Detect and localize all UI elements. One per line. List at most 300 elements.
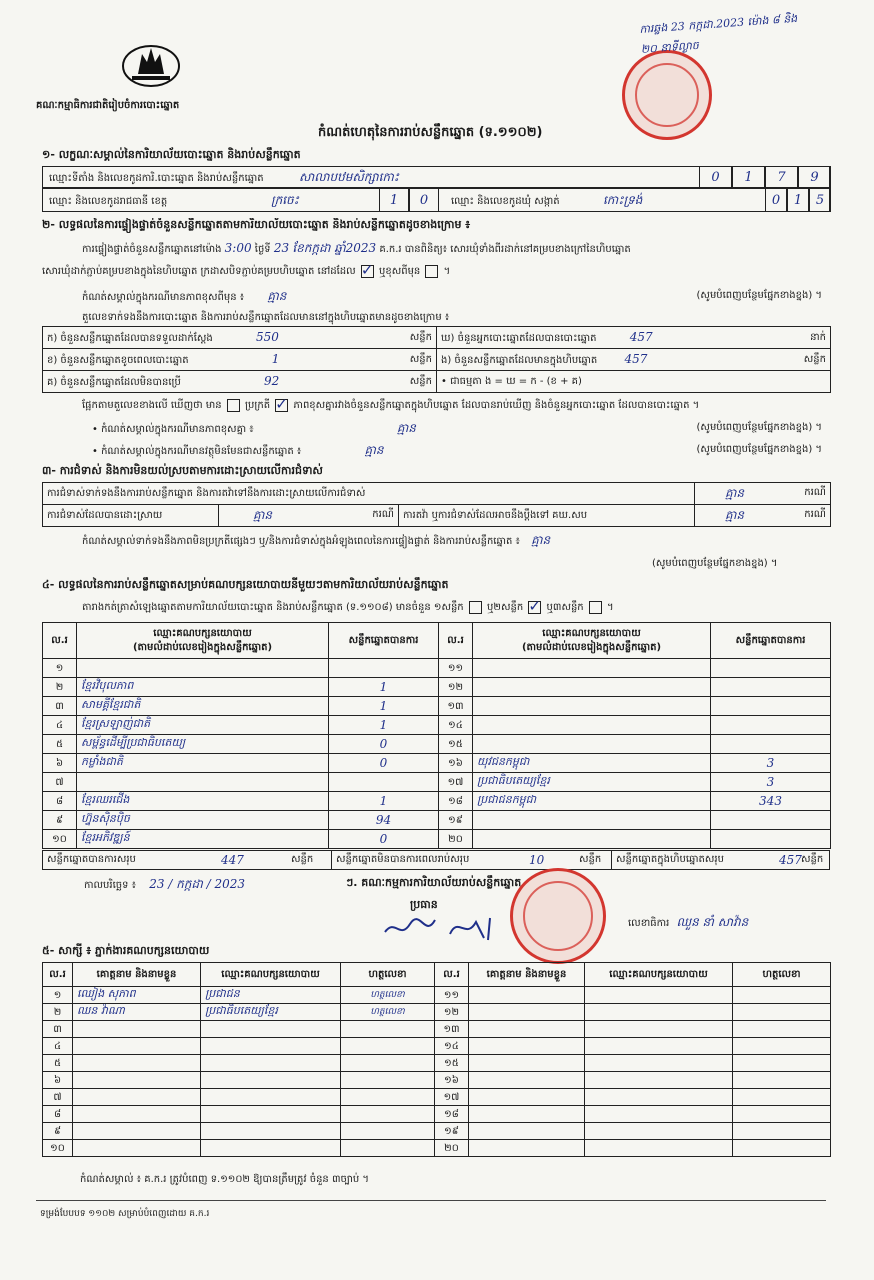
- footer-form-ref: ទម្រង់បែបបទ ១១០២ សម្រាប់បំពេញដោយ គ.ក.រ: [40, 1209, 210, 1219]
- party-name: [473, 830, 711, 849]
- appeal-label-cell: [399, 505, 695, 527]
- witness-col-name: គោត្តនាម និងនាមខ្លួន: [73, 963, 201, 987]
- commune-label: ឈ្មោះ និងលេខកូដឃុំ សង្កាត់: [451, 196, 560, 207]
- verification-time: 3:00: [224, 241, 252, 255]
- compare-normal-label: ប្រក្រតី: [245, 400, 271, 411]
- count-unit: សន្លឹក: [803, 353, 826, 365]
- three-sheet-label: ឬ៣សន្លឹក: [546, 602, 584, 613]
- note1-value: គ្មាន: [267, 289, 287, 303]
- witness-party: [201, 1021, 341, 1038]
- col-no-header: ល.រ: [439, 623, 473, 659]
- count-row: [43, 371, 831, 393]
- witness-row: [43, 987, 831, 1004]
- footer-divider: [36, 1200, 826, 1201]
- party-name: ខ្មែរឈរជើង: [77, 792, 329, 811]
- count-row: [43, 349, 831, 371]
- secretary-label: លេខាធិការ: [628, 918, 670, 929]
- witness-name: ឈន វ៉ាណា: [73, 1004, 201, 1021]
- party-name: [77, 773, 329, 792]
- difference-checkbox[interactable]: [275, 399, 288, 412]
- section3-note-value: គ្មាន: [531, 533, 551, 547]
- party-name: សាមគ្គីខ្មែរជាតិ: [77, 697, 329, 716]
- resolved-label-cell: [43, 505, 219, 527]
- count-unit: នាក់: [810, 331, 826, 343]
- resolved-value-cell: [219, 505, 399, 527]
- party-votes: 0: [329, 735, 439, 754]
- section2-title: ២- លទ្ធផលនៃការផ្ទៀងផ្ទាត់ចំនួនសន្លឹកឆ្នោតតាមការិយាល័យបោះឆ្នោត និងរាប់សន្លឹកឆ្នោតដូចខាងក្រោម ៖: [42, 218, 471, 231]
- witness-signature: [733, 987, 831, 1004]
- witness-signature: [341, 1140, 435, 1157]
- col-votes-header: សន្លឹកឆ្នោតបានការ: [711, 623, 831, 659]
- witness-col-name: គោត្តនាម និងនាមខ្លួន: [469, 963, 585, 987]
- row-number: ៨: [43, 792, 77, 811]
- result-row: [43, 735, 831, 754]
- office-code-digit: 7: [765, 166, 798, 188]
- witness-name: [73, 1089, 201, 1106]
- row-number: ១៥: [439, 735, 473, 754]
- bullet2-label: • កំណត់សម្គាល់ក្នុងករណីមានវត្ថុមិនមែនជាសន្លឹកឆ្នោត ៖: [92, 446, 302, 457]
- row-number: ៩: [43, 811, 77, 830]
- row-number: ១៣: [439, 697, 473, 716]
- result-row: [43, 830, 831, 849]
- result-row: [43, 678, 831, 697]
- section5-title: ៥- សាក្សី ៖ ភ្នាក់ងារគណបក្សនយោបាយ: [42, 944, 210, 957]
- witness-number: ៨: [43, 1106, 73, 1123]
- row-number: ១៩: [439, 811, 473, 830]
- witness-number: ២: [43, 1004, 73, 1021]
- objection-unit: ករណី: [804, 486, 826, 498]
- count-row: [43, 327, 831, 349]
- witness-party: [585, 1089, 733, 1106]
- compare-rest: ភាពខុសគ្នារវាងចំនួនសន្លឹកឆ្នោតក្នុងហិបឆ្នោត ដែលបានរាប់ឃើញ និងចំនួនអ្នកបោះឆ្នោត ដែលបានបោះឆ្នោត ។: [293, 400, 700, 411]
- witness-party: [585, 1140, 733, 1157]
- office-name-value: សាលាបឋមសិក្សាកោះ: [299, 170, 400, 184]
- witness-party: [585, 1072, 733, 1089]
- section1-location-row: [42, 188, 830, 212]
- row-number: ៥: [43, 735, 77, 754]
- party-votes: [711, 659, 831, 678]
- objection-label-cell: [43, 483, 695, 505]
- col-party-header: [473, 623, 711, 659]
- witness-signature: [733, 1055, 831, 1072]
- witness-party: [201, 1140, 341, 1157]
- count-value: 92: [264, 373, 280, 388]
- result-row: [43, 811, 831, 830]
- witness-signature: [733, 1123, 831, 1140]
- row-number: ១៨: [439, 792, 473, 811]
- party-name: [473, 735, 711, 754]
- witness-number: ៧: [43, 1089, 73, 1106]
- total-box-value: 457: [779, 853, 802, 867]
- count-unit: សន្លឹក: [409, 331, 432, 343]
- org-name: គណៈកម្មាធិការជាតិរៀបចំការបោះឆ្នោត: [36, 100, 180, 111]
- row-number: ១០: [43, 830, 77, 849]
- section3-hint: (សូមបំពេញបន្ថែមផ្នែកខាងខ្នង) ។: [652, 558, 778, 569]
- section2-counts-table: [42, 326, 831, 393]
- row-number: ១២: [439, 678, 473, 697]
- count-label: ក) ចំនួនសន្លឹកឆ្នោតដែលបានទទួលដាក់ស្តែង: [47, 332, 213, 344]
- objection-label: ការជំទាស់ទាក់ទងនឹងការរាប់សន្លឹកឆ្នោត និងការតវ៉ាទៅនឹងការដោះស្រាយលើការជំទាស់: [47, 488, 366, 499]
- witness-number: ១១: [435, 987, 469, 1004]
- witness-col-party: ឈ្មោះគណបក្សនយោបាយ: [585, 963, 733, 987]
- section3-table: [42, 482, 831, 527]
- secretary-name: ឈួន នាំ សាវ៉ាន: [676, 915, 749, 929]
- party-votes: [711, 735, 831, 754]
- changed-label: ឬខុសពីមុន: [379, 266, 421, 277]
- witness-col-sign: ហត្ថលេខា: [733, 963, 831, 987]
- resolved-value: គ្មាន: [253, 507, 273, 522]
- official-stamp-committee: [510, 868, 606, 964]
- appeal-value-cell: [695, 505, 831, 527]
- commune-code-digit: 5: [809, 188, 831, 212]
- results-header-row: [43, 623, 831, 659]
- office-name-label: ឈ្មោះទីតាំង និងលេខកូដការិ.បោះឆ្នោត និងរាប់សន្លឹកឆ្នោត: [49, 173, 264, 184]
- party-votes: [329, 659, 439, 678]
- verification-suffix: គ.ក.រ បានពិនិត្យ៖ សោរឃុំទាំងពីរដាក់នៅគម្របខាងក្រៅនៃហិបឆ្នោត: [379, 244, 631, 255]
- witness-signature: [341, 1123, 435, 1140]
- office-code-digit: 1: [732, 166, 765, 188]
- witness-signature: [341, 1055, 435, 1072]
- date-label: កាលបរិច្ឆេទ ៖: [84, 880, 137, 891]
- col-party-header: [77, 623, 329, 659]
- section4-title: ៤- លទ្ធផលនៃការរាប់សន្លឹកឆ្នោតសម្រាប់គណបក្សនយោបាយនីមួយៗតាមការិយាល័យរាប់សន្លឹកឆ្នោត: [42, 578, 449, 591]
- col-party-title: ឈ្មោះគណបក្សនយោបាយ: [153, 627, 252, 639]
- total-valid-value: 447: [221, 853, 244, 867]
- row-number: ៦: [43, 754, 77, 773]
- party-name: ប្រជាធិបតេយ្យខ្មែរ: [473, 773, 711, 792]
- note1-hint: (សូមបំពេញបន្ថែមផ្នែកខាងខ្នង) ។: [696, 290, 822, 301]
- witness-signature: [341, 1106, 435, 1123]
- section3-note: [82, 532, 822, 550]
- chair-label: ប្រធាន: [410, 898, 438, 911]
- party-votes: 0: [329, 830, 439, 849]
- witness-signature: [733, 1038, 831, 1055]
- witness-table: [42, 962, 831, 1157]
- col-no-header: ល.រ: [43, 623, 77, 659]
- office-code-digit: 9: [798, 166, 831, 188]
- party-name: ខ្មែរស្រឡាញ់ជាតិ: [77, 716, 329, 735]
- province-value: ក្រចេះ: [271, 193, 299, 207]
- witness-name: [73, 1106, 201, 1123]
- witness-party: [201, 1055, 341, 1072]
- witness-party: [201, 1072, 341, 1089]
- changed-checkbox[interactable]: [425, 265, 438, 278]
- total-valid-label: សន្លឹកឆ្នោតបានការសរុប: [47, 854, 136, 865]
- result-row: [43, 754, 831, 773]
- seal-status-text: សោរឃុំដាក់ភ្ជាប់គម្របខាងក្នុងនៃហិបឆ្នោត ក្រដាសបិទភ្ជាប់គម្របហិបឆ្នោត នៅដដែល: [42, 266, 356, 277]
- compare-prefix: ផ្អែកតាមតួលេខខាងលើ ឃើញថា មាន: [82, 400, 222, 411]
- count-value: 550: [255, 329, 279, 344]
- official-stamp-top: [622, 50, 712, 140]
- verification-line2: សោរឃុំដាក់ភ្ជាប់គម្របខាងក្នុងនៃហិបឆ្នោត ក្រដាសបិទភ្ជាប់គម្របហិបឆ្នោត នៅដដែល ✓ ឬខុសពីមុន ។: [42, 264, 822, 279]
- section4-intro: តារាងកត់ត្រាសំឡេងឆ្នោតតាមការិយាល័យបោះឆ្នោត និងរាប់សន្លឹកឆ្នោត (ទ.១១០៨) មានចំនួន ១សន្លឹក ឬ២សន្លឹក ✓ ឬ៣សន្លឹក ។: [82, 600, 822, 615]
- party-votes: 1: [329, 697, 439, 716]
- witness-signature: [341, 1089, 435, 1106]
- witness-name: [73, 1038, 201, 1055]
- bullet1-line: [92, 420, 822, 438]
- witness-row: [43, 1055, 831, 1072]
- result-row: [43, 716, 831, 735]
- col-party-subtitle: (តាមលំដាប់លេខរៀងក្នុងសន្លឹកឆ្នោត): [521, 641, 662, 653]
- witness-number: ២០: [435, 1140, 469, 1157]
- witness-signature: [733, 1072, 831, 1089]
- bullet2-hint: (សូមបំពេញបន្ថែមផ្នែកខាងខ្នង) ។: [696, 444, 822, 455]
- section2-subhead: តួលេខទាក់ទងនឹងការបោះឆ្នោត និងការរាប់សន្លឹកឆ្នោតដែលមាននៅក្នុងហិបឆ្នោតមានដូចខាងក្រោម ៖: [82, 312, 450, 323]
- witness-party: [201, 1089, 341, 1106]
- emblem-logo: [120, 40, 182, 88]
- resolved-unit: ករណី: [372, 508, 394, 520]
- count-label: ខ) ចំនួនសន្លឹកឆ្នោតខូចពេលបោះឆ្នោត: [47, 354, 189, 366]
- bullet2-value: គ្មាន: [364, 443, 384, 457]
- witness-party: [585, 1123, 733, 1140]
- count-unit: សន្លឹក: [409, 353, 432, 365]
- col-party-title: ឈ្មោះគណបក្សនយោបាយ: [542, 627, 641, 639]
- witness-party: ប្រជាធិបតេយ្យខ្មែរ: [201, 1004, 341, 1021]
- witness-signature: ហត្ថលេខា: [341, 987, 435, 1004]
- row-number: ៣: [43, 697, 77, 716]
- result-row: [43, 792, 831, 811]
- party-votes: 3: [711, 773, 831, 792]
- witness-party: [585, 1004, 733, 1021]
- commune-value: កោះទ្រង់: [603, 193, 643, 207]
- party-name: ខ្មែរវិបុលភាព: [77, 678, 329, 697]
- witness-name: [469, 987, 585, 1004]
- party-name: [473, 659, 711, 678]
- chair-signature: [380, 910, 520, 944]
- witness-name: [469, 1106, 585, 1123]
- count-unit: សន្លឹក: [409, 375, 432, 387]
- party-name: សម្ព័ន្ធដើម្បីប្រជាធិបតេយ្យ: [77, 735, 329, 754]
- witness-name: [73, 1021, 201, 1038]
- party-votes: [329, 773, 439, 792]
- total-invalid-value: 10: [529, 853, 545, 867]
- two-sheet-checkbox[interactable]: [528, 601, 541, 614]
- count-cell: [43, 371, 437, 393]
- bullet1-label: • កំណត់សម្គាល់ក្នុងករណីមានភាពខុសគ្នា ៖: [92, 424, 254, 435]
- witness-row: [43, 1038, 831, 1055]
- witness-number: ១០: [43, 1140, 73, 1157]
- party-name: [473, 716, 711, 735]
- col-party-subtitle: (តាមលំដាប់លេខរៀងក្នុងសន្លឹកឆ្នោត): [132, 641, 273, 653]
- witness-signature: [733, 1021, 831, 1038]
- witness-col-party: ឈ្មោះគណបក្សនយោបាយ: [201, 963, 341, 987]
- witness-name: [469, 1123, 585, 1140]
- count-cell: [43, 327, 437, 349]
- total-invalid-label: សន្លឹកឆ្នោតមិនបានការពេលរាប់សរុប: [331, 851, 469, 869]
- date-line: [84, 876, 245, 894]
- witness-number: ៦: [43, 1072, 73, 1089]
- witness-number: ៩: [43, 1123, 73, 1140]
- appeal-label: ការតវ៉ា ឬការជំទាស់ដែលអាចនឹងប្តឹងទៅ គឃ.សប: [403, 510, 588, 521]
- witness-name: [469, 1072, 585, 1089]
- party-votes: 0: [329, 754, 439, 773]
- witness-party: [585, 1055, 733, 1072]
- party-votes: [711, 678, 831, 697]
- result-row: [43, 697, 831, 716]
- row-number: ១: [43, 659, 77, 678]
- total-unit: សន្លឹក: [579, 854, 602, 865]
- witness-row: [43, 1140, 831, 1157]
- party-name: [473, 697, 711, 716]
- party-votes: 343: [711, 792, 831, 811]
- witness-signature: [733, 1004, 831, 1021]
- three-sheet-checkbox[interactable]: [589, 601, 602, 614]
- province-code-digit: 0: [409, 188, 439, 212]
- verification-day: 23: [273, 241, 290, 255]
- count-label: ង) ចំនួនសន្លឹកឆ្នោតដែលមានក្នុងហិបឆ្នោត: [441, 354, 598, 366]
- witness-name: [73, 1123, 201, 1140]
- witness-signature: [341, 1072, 435, 1089]
- witness-name: [469, 1004, 585, 1021]
- result-row: [43, 659, 831, 678]
- objection-row: [43, 483, 831, 505]
- witness-signature: [733, 1106, 831, 1123]
- row-number: ១១: [439, 659, 473, 678]
- witness-row: [43, 1106, 831, 1123]
- verification-prefix: ការផ្ទៀងផ្ទាត់ចំនួនសន្លឹកឆ្នោតនៅម៉ោង: [82, 244, 222, 255]
- count-value: 457: [629, 329, 653, 344]
- witness-number: ១៦: [435, 1072, 469, 1089]
- party-name: [473, 811, 711, 830]
- witness-name: [73, 1072, 201, 1089]
- party-name: ប្រជាជនកម្ពុជា: [473, 792, 711, 811]
- witness-name: [469, 1055, 585, 1072]
- witness-signature: ហត្ថលេខា: [341, 1004, 435, 1021]
- day-label: ថ្ងៃទី: [254, 244, 271, 255]
- result-row: [43, 773, 831, 792]
- form-title: កំណត់ហេតុនៃការរាប់សន្លឹកឆ្នោត (ទ.១១០២): [318, 125, 543, 140]
- party-name: កម្លាំងជាតិ: [77, 754, 329, 773]
- witness-name: [469, 1038, 585, 1055]
- row-number: ៤: [43, 716, 77, 735]
- party-votes: 3: [711, 754, 831, 773]
- count-formula: • ជាធម្មតា ង = ឃ = ក - (ខ + គ): [441, 376, 582, 387]
- party-votes: [711, 716, 831, 735]
- witness-party: [201, 1123, 341, 1140]
- witness-party: ប្រជាជន: [201, 987, 341, 1004]
- witness-party: [585, 1021, 733, 1038]
- witness-signature: [341, 1021, 435, 1038]
- two-sheet-label: ឬ២សន្លឹក: [487, 602, 524, 613]
- commune-code-digit: 0: [765, 188, 787, 212]
- commune-code-digit: 1: [787, 188, 809, 212]
- witness-signature: [733, 1089, 831, 1106]
- total-unit: សន្លឹក: [801, 854, 824, 865]
- count-label: គ) ចំនួនសន្លឹកឆ្នោតដែលមិនបានប្រើ: [47, 376, 181, 388]
- witness-number: ១៨: [435, 1106, 469, 1123]
- date-value: 23 / កក្កដា / 2023: [149, 877, 246, 891]
- section4-intro-text: តារាងកត់ត្រាសំឡេងឆ្នោតតាមការិយាល័យបោះឆ្នោត និងរាប់សន្លឹកឆ្នោត (ទ.១១០៨) មានចំនួន ១សន្លឹក: [82, 602, 464, 613]
- objection-value-cell: [695, 483, 831, 505]
- witness-number: ៣: [43, 1021, 73, 1038]
- party-name: ខ្មែរអភិវឌ្ឍន៍: [77, 830, 329, 849]
- note1-line: [82, 288, 822, 306]
- objection-row: [43, 505, 831, 527]
- note1-label: កំណត់សម្គាល់ក្នុងករណីមានភាពខុសពីមុន ៖: [82, 292, 245, 303]
- same-checkbox[interactable]: [361, 265, 374, 278]
- witness-number: ១៩: [435, 1123, 469, 1140]
- row-number: ៧: [43, 773, 77, 792]
- witness-number: ៤: [43, 1038, 73, 1055]
- totals-row: [42, 850, 830, 870]
- witness-name: [469, 1021, 585, 1038]
- witness-name: [469, 1140, 585, 1157]
- witness-party: [201, 1106, 341, 1123]
- province-code-digit: 1: [379, 188, 409, 212]
- col-votes-header: សន្លឹកឆ្នោតបានការ: [329, 623, 439, 659]
- witness-number: ១៥: [435, 1055, 469, 1072]
- office-code-digit: 0: [699, 166, 732, 188]
- witness-number: ១: [43, 987, 73, 1004]
- witness-number: ៥: [43, 1055, 73, 1072]
- total-box-label: សន្លឹកឆ្នោតក្នុងហិបឆ្នោតសរុប: [611, 851, 724, 869]
- witness-party: [585, 1038, 733, 1055]
- witness-name: [73, 1140, 201, 1157]
- witness-signature: [733, 1140, 831, 1157]
- party-votes: [711, 830, 831, 849]
- witness-name: [469, 1089, 585, 1106]
- witness-col-no: ល.រ: [435, 963, 469, 987]
- section3-note-label: កំណត់សម្គាល់ទាក់ទងនឹងភាពមិនប្រក្រតីផ្សេងៗ ឬ/និងការជំទាស់ក្នុងអំឡុងពេលនៃការផ្ទៀងផ្ទាត់ និងការរាប់សន្លឹកឆ្នោត ៖: [82, 536, 520, 547]
- bullet1-value: គ្មាន: [396, 421, 416, 435]
- count-cell: [437, 349, 831, 371]
- section5-footnote: កំណត់សម្គាល់ ៖ គ.ក.រ ត្រូវបំពេញ ទ.១១០២ ឱ្យបានត្រឹមត្រូវ ចំនួន ៣ច្បាប់ ។: [80, 1174, 369, 1185]
- appeal-unit: ករណី: [804, 508, 826, 520]
- witness-row: [43, 1004, 831, 1021]
- party-name: [77, 659, 329, 678]
- party-name: [473, 678, 711, 697]
- row-number: ១៧: [439, 773, 473, 792]
- party-votes: 1: [329, 792, 439, 811]
- row-number: ២០: [439, 830, 473, 849]
- results-table: [42, 622, 831, 849]
- witness-row: [43, 1072, 831, 1089]
- committee-label: ៗ. គណៈកម្មការការិយាល័យរាប់សន្លឹកឆ្នោត: [346, 876, 522, 889]
- count-cell: [437, 371, 831, 393]
- count-cell: [437, 327, 831, 349]
- witness-row: [43, 1089, 831, 1106]
- witness-name: [73, 1055, 201, 1072]
- party-votes: 94: [329, 811, 439, 830]
- witness-party: [201, 1038, 341, 1055]
- row-number: ១៤: [439, 716, 473, 735]
- compare-line: [82, 398, 842, 413]
- witness-party: [585, 987, 733, 1004]
- witness-number: ១៤: [435, 1038, 469, 1055]
- witness-name: ឈៀង សុភាព: [73, 987, 201, 1004]
- witness-col-no: ល.រ: [43, 963, 73, 987]
- party-votes: 1: [329, 716, 439, 735]
- party-name: យុវជនកម្ពុជា: [473, 754, 711, 773]
- count-label: ឃ) ចំនួនអ្នកបោះឆ្នោតដែលបានបោះឆ្នោត: [441, 332, 597, 344]
- section1-office-row: [42, 166, 830, 188]
- province-label: ឈ្មោះ និងលេខកូដរាជធានី ខេត្ត: [49, 196, 168, 207]
- witness-col-sign: ហត្ថលេខា: [341, 963, 435, 987]
- resolved-label: ការជំទាស់ដែលបានដោះស្រាយ: [47, 510, 163, 521]
- bullet1-hint: (សូមបំពេញបន្ថែមផ្នែកខាងខ្នង) ។: [696, 422, 822, 433]
- one-sheet-checkbox[interactable]: [469, 601, 482, 614]
- row-number: ១៦: [439, 754, 473, 773]
- section3-title: ៣- ការជំទាស់ និងការមិនយល់ស្របតាមការដោះស្រាយលើការជំទាស់: [42, 464, 323, 477]
- section1-title: ១- លក្ខណៈសម្គាល់នៃការិយាល័យបោះឆ្នោត និងរាប់សន្លឹកឆ្នោត: [42, 148, 301, 161]
- witness-row: [43, 1123, 831, 1140]
- appeal-value: គ្មាន: [725, 507, 745, 522]
- count-value: 1: [271, 351, 280, 366]
- witness-number: ១៧: [435, 1089, 469, 1106]
- witness-row: [43, 1021, 831, 1038]
- normal-checkbox[interactable]: [227, 399, 240, 412]
- party-votes: 1: [329, 678, 439, 697]
